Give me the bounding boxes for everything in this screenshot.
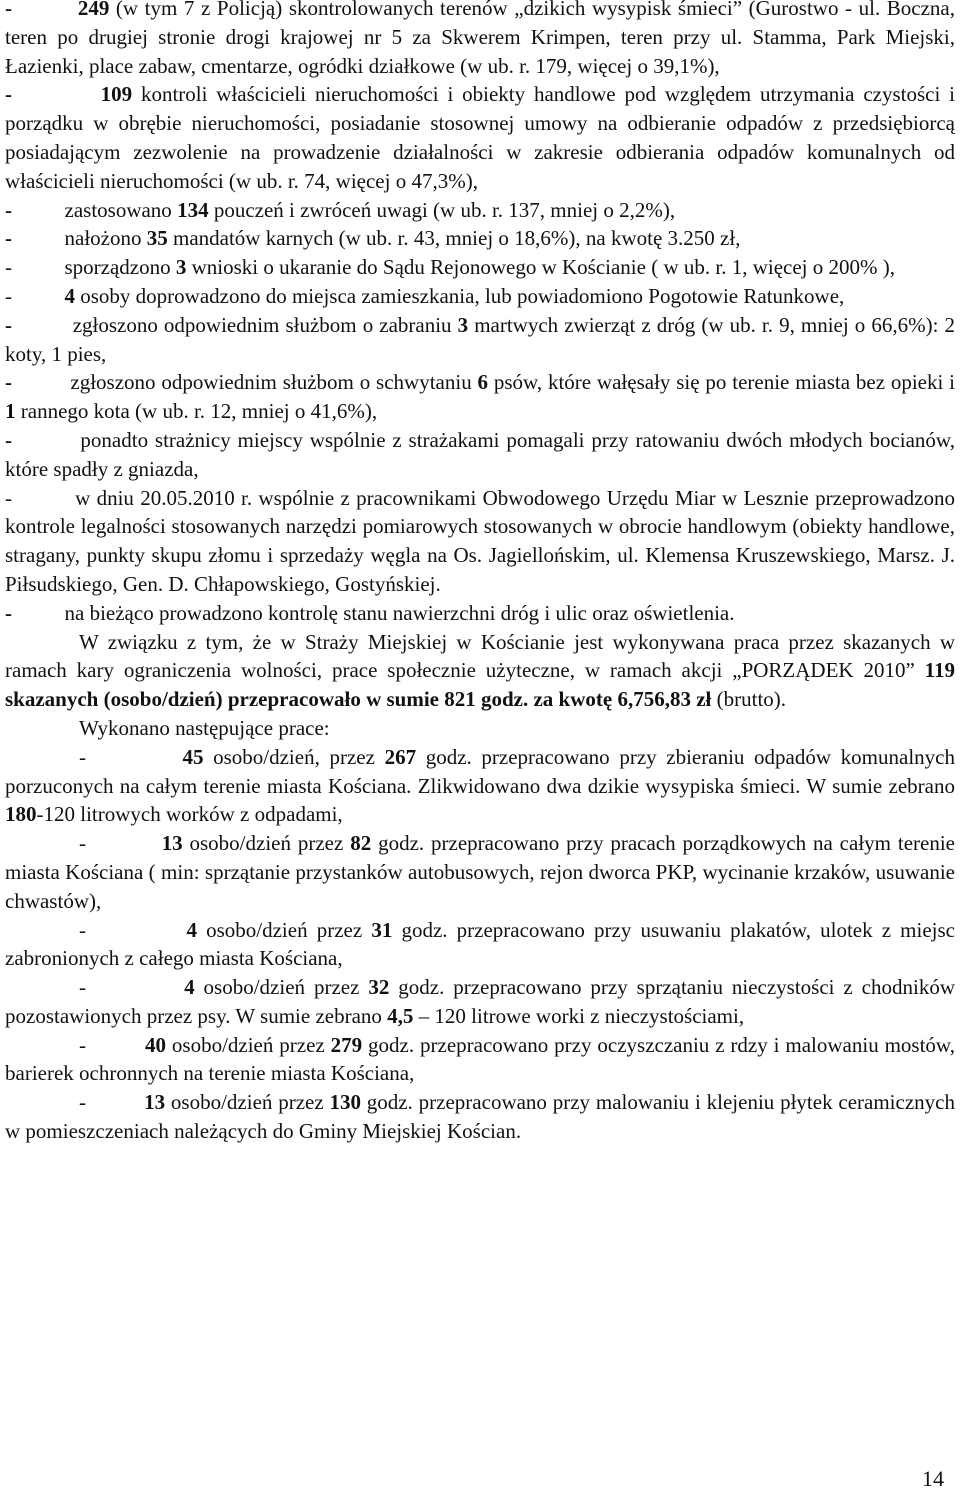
- bold-text: 267: [384, 744, 417, 769]
- text-run: -: [79, 831, 162, 856]
- text-run: osobo/dzień, przez: [203, 744, 385, 769]
- paragraph: [5, 1088, 955, 1146]
- paragraph: [5, 829, 955, 915]
- paragraph: [5, 628, 955, 714]
- bold-text: 4: [64, 283, 75, 308]
- text-run: -: [79, 1032, 145, 1057]
- text-run: ponadto strażnicy miejscy wspólnie z strażakami pomagali przy ratowaniu dwóch młodych bocianów, które spadły z gniazda,: [5, 427, 955, 481]
- text-run: -: [79, 744, 183, 769]
- text-run: osobo/dzień przez: [165, 1090, 330, 1115]
- text-run: -120 litrowych worków z odpadami,: [36, 802, 343, 827]
- text-run: -: [5, 283, 65, 308]
- bold-text: 134: [177, 197, 209, 222]
- paragraph: [5, 196, 955, 225]
- text-run: zastosowano: [64, 197, 178, 222]
- bold-text: -: [5, 312, 73, 337]
- text-run: godz. przepracowano przy zbieraniu odpadów komunalnych porzuconych na całym terenie miasta Kościana. Zlikwidowano dwa dzikie wysypiska śmieci. W sumie zebrano: [5, 744, 955, 798]
- paragraph: [5, 714, 955, 743]
- bold-text: 130: [329, 1090, 361, 1115]
- paragraph: [5, 743, 955, 829]
- text-run: Wykonano następujące prace:: [79, 715, 330, 740]
- text-run: osobo/dzień przez: [196, 917, 372, 942]
- bold-text: 35: [146, 226, 168, 251]
- bold-text: 82: [350, 831, 372, 856]
- paragraph: [5, 282, 955, 311]
- page-number: 14: [922, 1466, 944, 1491]
- bold-text: 45: [182, 744, 204, 769]
- bold-text: 40: [145, 1032, 166, 1057]
- bold-text: - 109: [5, 82, 133, 107]
- bold-text: 3: [175, 255, 187, 280]
- text-run: godz. przepracowano przy pracach porządkowych na całym terenie miasta Kościana ( min: sprzątanie przystanków autobusowych, rejon dworca PKP, wycinanie krzaków, usuwanie chwastów),: [5, 831, 955, 913]
- text-run: na bieżąco prowadzono kontrolę stanu nawierzchni dróg i ulic oraz oświetlenia.: [64, 600, 735, 625]
- text-run: (w tym 7 z Policją) skontrolowanych terenów „dzikich wysypisk śmieci” (Gurostwo - ul. Boczna, teren po drugiej stronie drogi krajowej nr 5 za Skwerem Krimpen, teren przy ul. Stamma, Park Miejski, Łazienki, place zabaw, cmentarze, ogródki działkowe (w ub. r. 179, więcej o 39,1%),: [5, 0, 955, 78]
- bold-text: -: [5, 226, 65, 251]
- text-run: - sporządzono: [5, 255, 176, 280]
- text-run: nałożono: [64, 226, 147, 251]
- text-run: osoby doprowadzono do miejsca zamieszkania, lub powiadomiono Pogotowie Ratunkowe,: [75, 283, 845, 308]
- text-run: rannego kota (w ub. r. 12, mniej o 41,6%),: [15, 399, 378, 424]
- paragraph: [5, 224, 955, 253]
- bold-text: -: [5, 427, 81, 452]
- text-run: -: [79, 1090, 145, 1115]
- text-run: godz. przepracowano przy oczyszczaniu z rdzy i malowaniu mostów, barierek ochronnych na terenie miasta Kościana,: [5, 1032, 955, 1086]
- paragraph: [5, 368, 955, 426]
- bold-text: 3: [457, 312, 469, 337]
- paragraph: [5, 484, 955, 599]
- paragraph: [5, 1031, 955, 1089]
- body-text: [5, 0, 955, 1146]
- bold-text: 180: [5, 802, 37, 827]
- text-run: - w dniu 20.05.2010 r. wspólnie z pracownikami Obwodowego Urzędu Miar w Lesznie przeprowadzono kontrole legalności stosowanych narzędzi pomiarowych stosowanych w obrocie handlowym (obiekty handlowe, stragany, punkty skupu złomu i sprzedaży węgla na Os. Jagiellońskim, ul. Klemensa Kruszewskiego, Marsz. J. Piłsudskiego, Gen. D. Chłapowskiego, Gostyńskiej.: [5, 485, 955, 596]
- paragraph: [5, 253, 955, 282]
- bold-text: 119 skazanych (osobo/dzień) przepracowało w sumie 821 godz. za kwotę 6,756,83 zł: [5, 658, 955, 712]
- bold-text: 1: [5, 399, 16, 424]
- text-run: osobo/dzień przez: [182, 831, 351, 856]
- text-run: psów, które wałęsały się po terenie miasta bez opieki i: [488, 370, 956, 395]
- bold-text: 31: [371, 917, 393, 942]
- text-run: zgłoszono odpowiednim służbom o zabraniu: [72, 312, 458, 337]
- bold-text: 4: [184, 975, 195, 1000]
- text-run: (brutto).: [711, 687, 787, 712]
- text-run: W związku z tym, że w Straży Miejskiej w Kościanie jest wykonywana praca przez skazanych w ramach kary ograniczenia wolności, prace społecznie użyteczne, w ramach akcji „PORZĄDEK 2010”: [5, 629, 955, 683]
- text-run: osobo/dzień przez: [194, 975, 369, 1000]
- text-run: godz. przepracowano przy sprzątaniu nieczystości z chodników pozostawionych przez psy. W sumie zebrano: [5, 975, 955, 1028]
- text-run: mandatów karnych (w ub. r. 43, mniej o 18,6%), na kwotę 3.250 zł,: [167, 226, 741, 251]
- text-run: godz. przepracowano przy usuwaniu plakatów, ulotek z miejsc zabronionych z całego miasta Kościana,: [5, 917, 955, 971]
- bold-text: 6: [477, 370, 489, 395]
- bold-text: 32: [368, 975, 390, 1000]
- bold-text: - 249: [5, 0, 110, 20]
- text-run: osobo/dzień przez: [166, 1032, 331, 1057]
- text-run: -: [79, 917, 187, 942]
- paragraph: [5, 916, 955, 974]
- paragraph: [5, 0, 955, 80]
- paragraph: [5, 426, 955, 484]
- text-run: kontroli właścicieli nieruchomości i obiekty handlowe pod względem utrzymania czystości i porządku w obrębie nieruchomości, posiadanie stosownej umowy na odbieranie odpadów z przedsiębiorcą posiadającym zezwolenie na prowadzenie działalności w zakresie odbierania odpadów komunalnych od właścicieli nieruchomości (w ub. r. 74, więcej o 47,3%),: [5, 82, 955, 193]
- bold-text: -: [5, 197, 65, 222]
- bold-text: 13: [161, 831, 183, 856]
- text-run: wnioski o ukaranie do Sądu Rejonowego w Kościanie ( w ub. r. 1, więcej o 200% ),: [186, 255, 895, 280]
- bold-text: 279: [330, 1032, 363, 1057]
- bold-text: -: [5, 600, 65, 625]
- text-run: martwych zwierząt z dróg (w ub. r. 9, mniej o 66,6%): 2 koty, 1 pies,: [5, 312, 955, 366]
- text-run: -: [79, 975, 185, 1000]
- text-run: zgłoszono odpowiednim służbom o schwytaniu: [70, 370, 478, 395]
- bold-text: 4,5: [387, 1003, 414, 1028]
- text-run: pouczeń i zwróceń uwagi (w ub. r. 137, mniej o 2,2%),: [208, 197, 676, 222]
- text-run: – 120 litrowe worki z nieczystościami,: [413, 1003, 745, 1028]
- paragraph: [5, 80, 955, 195]
- text-run: godz. przepracowano przy malowaniu i klejeniu płytek ceramicznych w pomieszczeniach należących do Gminy Miejskiej Kościan.: [5, 1090, 955, 1144]
- bold-text: -: [5, 370, 71, 395]
- paragraph: [5, 599, 955, 628]
- paragraph: [5, 311, 955, 369]
- bold-text: 4: [186, 917, 197, 942]
- bold-text: 13: [144, 1090, 166, 1115]
- paragraph: [5, 973, 955, 1031]
